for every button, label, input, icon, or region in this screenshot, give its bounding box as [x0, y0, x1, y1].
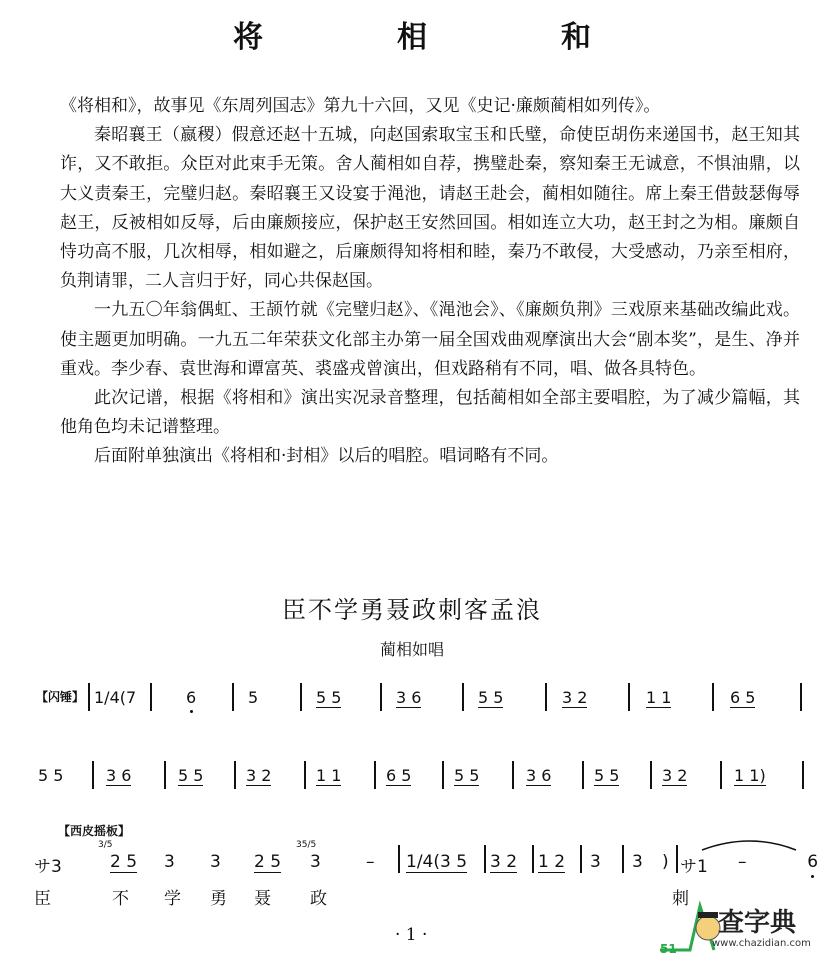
watermark-url: www.chazidian.com	[712, 938, 811, 949]
barline	[720, 761, 722, 789]
score-measure: 5 5	[478, 688, 504, 707]
score-measure: 3 6	[526, 766, 552, 785]
score-measure: 3	[632, 852, 643, 872]
score-measure: 3	[164, 852, 175, 872]
barline	[676, 845, 678, 873]
barline	[628, 683, 630, 711]
watermark-brand: 查字典	[718, 908, 797, 938]
barline	[650, 761, 652, 789]
score-measure: サ3	[34, 857, 62, 877]
score-measure: 5 5	[38, 766, 64, 785]
score-measure: 3 6	[396, 688, 422, 707]
lyric-char: 政	[310, 889, 327, 909]
barline	[92, 761, 94, 789]
intro-paragraph: 此次记谱，根据《将相和》演出实况录音整理，包括蔺相如全部主要唱腔，为了减少篇幅，其他角色均未记谱整理。	[60, 388, 800, 438]
lyric-char: 勇	[210, 889, 227, 909]
barline	[374, 761, 376, 789]
score-measure: サ1	[680, 857, 708, 877]
singer-credit: 蔺相如唱	[379, 640, 444, 659]
song-title: 臣不学勇聂政刺客孟浪	[282, 596, 542, 624]
barline	[532, 845, 534, 873]
barline	[582, 761, 584, 789]
lyric-char: 臣	[34, 889, 51, 909]
lyric-char: 学	[164, 889, 181, 909]
score-measure: 3 6	[106, 766, 132, 785]
score-measure: –	[738, 852, 747, 872]
score-label-xipi: 【西皮摇板】	[58, 824, 131, 838]
barline	[442, 761, 444, 789]
barline	[545, 683, 547, 711]
score-measure: 1 2	[538, 852, 566, 872]
barline	[164, 761, 166, 789]
score-measure: 1/4(7	[94, 688, 137, 707]
score-measure: 5 5	[454, 766, 480, 785]
barline	[234, 761, 236, 789]
barline	[150, 683, 152, 711]
lyric-char: 不	[112, 889, 129, 909]
score-measure: 3 2	[662, 766, 688, 785]
barline	[712, 683, 714, 711]
intro-paragraph: 后面附单独演出《将相和·封相》以后的唱腔。唱词略有不同。	[94, 446, 559, 467]
grace-note: 35/5	[296, 840, 317, 850]
score-measure: 2 5	[254, 852, 282, 872]
lyric-char: 刺	[672, 889, 689, 909]
barline	[304, 761, 306, 789]
page-number: · 1 ·	[395, 925, 428, 945]
score-measure: 5 5	[594, 766, 620, 785]
score-measure: 3	[310, 852, 321, 872]
score-measure: 6	[807, 852, 819, 872]
score-measure: 3 2	[246, 766, 272, 785]
barline	[380, 683, 382, 711]
score-measure: 6 5	[730, 688, 756, 707]
barline	[462, 683, 464, 711]
watermark-prefix: 51	[660, 942, 677, 956]
score-measure: 1 1	[646, 688, 672, 707]
score-measure: 1/4(3 5	[406, 852, 468, 872]
barline	[512, 761, 514, 789]
grace-note: 3/5	[98, 840, 113, 850]
score-measure: 3	[590, 852, 601, 872]
score-label-shanchui: 【闪锤】	[36, 690, 85, 704]
score-measure: –	[366, 852, 375, 872]
barline	[800, 683, 802, 711]
score-measure: 5 5	[178, 766, 204, 785]
page-title: 将 相 和	[233, 20, 643, 55]
barline	[622, 845, 624, 873]
score-measure: 5 5	[316, 688, 342, 707]
score-measure: 2 5	[110, 852, 138, 872]
barline	[232, 683, 234, 711]
intro-paragraph: 一九五〇年翁偶虹、王颉竹就《完璧归赵》、《渑池会》、《廉颇负荆》三戏原来基础改编此戏。使主题更加明确。一九五二年荣获文化部主办第一届全国戏曲观摩演出大会“剧本奖”，是生、净并重戏。李少春、袁世海和谭富英、裘盛戎曾演出，但戏路稍有不同，唱、做各具特色。	[60, 300, 800, 379]
barline	[484, 845, 486, 873]
intro-paragraph: 《将相和》，故事见《东周列国志》第九十六回，又见《史记·廉颇蔺相如列传》。	[60, 96, 661, 116]
barline	[300, 683, 302, 711]
lyric-char: 聂	[254, 889, 271, 909]
barline	[580, 845, 582, 873]
tie-slur	[700, 836, 800, 852]
score-measure: 3	[210, 852, 221, 872]
score-measure: 3 2	[562, 688, 588, 707]
barline	[398, 845, 400, 873]
barline	[88, 683, 90, 711]
intro-paragraph: 秦昭襄王（嬴稷）假意还赵十五城，向赵国索取宝玉和氏璧，命使臣胡伤来递国书，赵王知其诈，又不敢拒。众臣对此束手无策。舍人蔺相如自荐，携璧赴秦，察知秦王无诚意，不惧油鼎，以大义责秦王，完璧归赵。秦昭襄王又设宴于渑池，请赵王赴会，蔺相如随往。席上秦王借鼓瑟侮辱赵王，反被相如反辱，后由廉颇接应，保护赵王安然回国。相如连立大功，赵王封之为相。廉颇自恃功高不服，几次相辱，相如避之，后廉颇得知将相和睦，秦乃不敢侵，大受感动，乃亲至相府，负荆请罪，二人言归于好，同心共保赵国。	[60, 125, 800, 292]
score-measure: )	[662, 852, 669, 872]
score-measure: 3 2	[490, 852, 518, 872]
score-measure: 6 5	[386, 766, 412, 785]
score-measure: 6	[186, 688, 197, 707]
score-measure: 1 1	[316, 766, 342, 785]
score-measure: 5	[248, 688, 259, 707]
barline	[802, 761, 804, 789]
score-measure: 1 1)	[734, 766, 766, 785]
